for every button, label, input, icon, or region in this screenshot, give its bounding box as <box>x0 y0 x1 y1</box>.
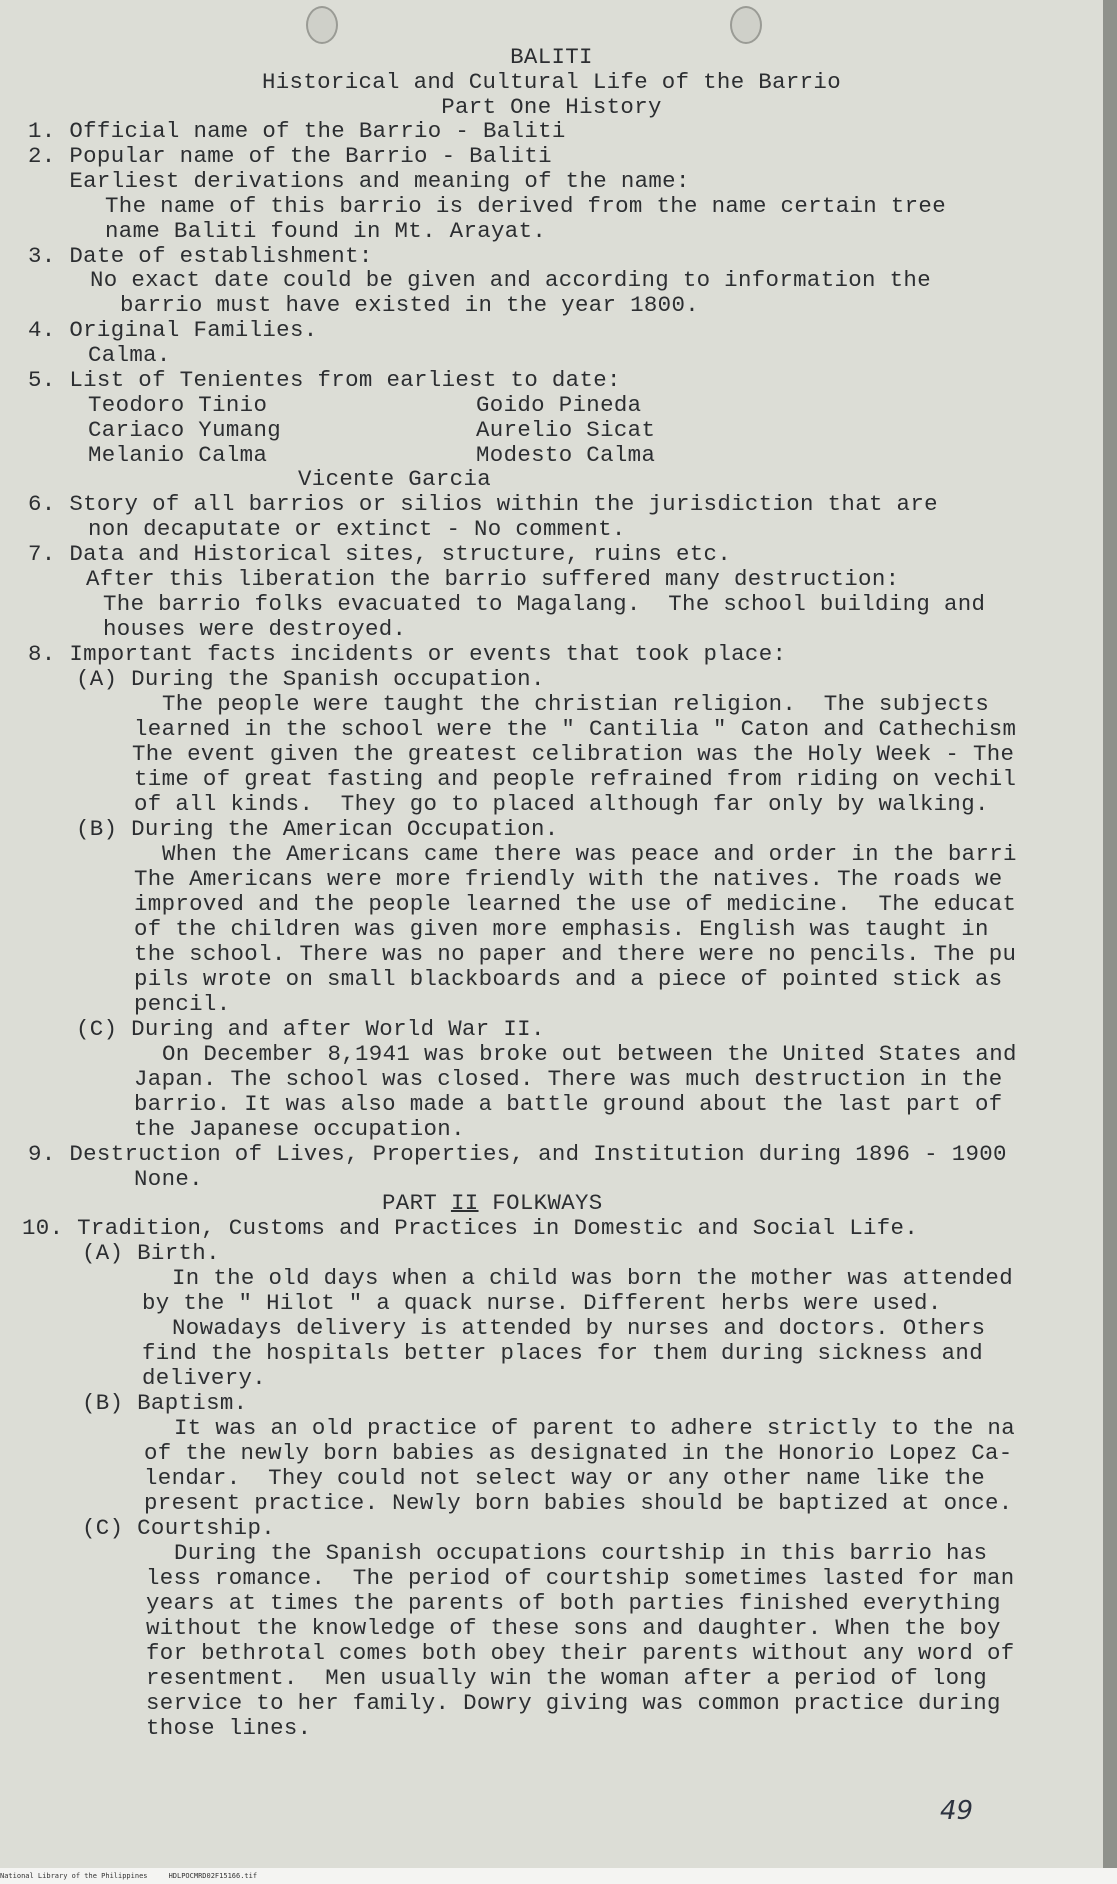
archive-footer: National Library of the Philippines HDLPOCMRD02F15166.tif <box>0 1868 1117 1884</box>
text-line: 7. Data and Historical sites, structure, ruins etc. <box>28 541 732 567</box>
text-line: The Americans were more friendly with the natives. The roads we <box>134 866 1003 892</box>
text-line: None. <box>134 1166 203 1192</box>
text-line: delivery. <box>142 1365 267 1391</box>
text-line: of the children was given more emphasis. English was taught in <box>134 916 989 942</box>
text-line: without the knowledge of these sons and daughter. When the boy <box>146 1615 1001 1641</box>
text-line: 8. Important facts incidents or events that took place: <box>28 641 787 667</box>
text-line: 6. Story of all barrios or silios within the jurisdiction that are <box>28 491 938 517</box>
text-line: Goido Pineda <box>476 392 642 418</box>
text-line: (C) During and after World War II. <box>76 1016 545 1042</box>
text-line: The name of this barrio is derived from the name certain tree <box>105 193 946 219</box>
text-line: Japan. The school was closed. There was much destruction in the <box>134 1066 1003 1092</box>
text-line: (B) During the American Occupation. <box>76 816 559 842</box>
text-line: (A) During the Spanish occupation. <box>76 666 545 692</box>
text-line: (A) Birth. <box>82 1240 220 1266</box>
text-line: 1. Official name of the Barrio - Baliti <box>28 118 566 144</box>
page-number: 49 <box>940 1796 974 1826</box>
text-line: 3. Date of establishment: <box>28 243 373 269</box>
text-line: present practice. Newly born babies should be baptized at once. <box>144 1490 1013 1516</box>
text-line: the Japanese occupation. <box>134 1116 465 1142</box>
text-line: Vicente Garcia <box>298 466 492 492</box>
text-line: barrio. It was also made a battle ground about the last part of <box>134 1091 1003 1117</box>
text-line: On December 8,1941 was broke out between the United States and <box>162 1041 1017 1067</box>
text-line: Calma. <box>88 342 171 368</box>
document-title: BALITI <box>510 44 593 70</box>
text-line: 4. Original Families. <box>28 317 318 343</box>
text-line: After this liberation the barrio suffered many destruction: <box>86 566 900 592</box>
text-line: 5. List of Tenientes from earliest to date: <box>28 367 621 393</box>
text-line: service to her family. Dowry giving was common practice during <box>146 1690 1001 1716</box>
text-line: of the newly born babies as designated in the Honorio Lopez Ca- <box>144 1440 1013 1466</box>
document-subtitle: Historical and Cultural Life of the Barrio <box>261 69 842 95</box>
text-line: non decaputate or extinct - No comment. <box>88 516 626 542</box>
part-one-heading: Part One History <box>441 94 662 120</box>
text-line: name Baliti found in Mt. Arayat. <box>105 218 547 244</box>
text-line: 9. Destruction of Lives, Properties, and Institution during 1896 - 1900 <box>28 1141 1007 1167</box>
text-line: It was an old practice of parent to adhere strictly to the na <box>174 1415 1015 1441</box>
text-line: the school. There was no paper and there were no pencils. The pu <box>134 941 1017 967</box>
text-line: find the hospitals better places for them during sickness and <box>142 1340 983 1366</box>
text-line: those lines. <box>146 1715 312 1741</box>
punch-hole <box>306 6 338 44</box>
text-line: Aurelio Sicat <box>476 417 656 443</box>
text-line: When the Americans came there was peace and order in the barri <box>162 841 1017 867</box>
text-line: The barrio folks evacuated to Magalang. The school building and <box>103 591 986 617</box>
text-line: improved and the people learned the use of medicine. The educat <box>134 891 1017 917</box>
part-two-heading: PART II FOLKWAYS <box>382 1190 603 1216</box>
text-line: years at times the parents of both parties finished everything <box>146 1590 1001 1616</box>
text-line: of all kinds. They go to placed although far only by walking. <box>134 791 989 817</box>
text-line: Melanio Calma <box>88 442 268 468</box>
text-line: learned in the school were the " Cantilia " Caton and Cathechism <box>134 716 1017 742</box>
text-line: lendar. They could not select way or any other name like the <box>144 1465 985 1491</box>
text-line: pils wrote on small blackboards and a piece of pointed stick as <box>134 966 1003 992</box>
text-line: 2. Popular name of the Barrio - Baliti <box>28 143 552 169</box>
text-line: by the " Hilot " a quack nurse. Different herbs were used. <box>142 1290 942 1316</box>
text-line: resentment. Men usually win the woman after a period of long <box>146 1665 987 1691</box>
punch-hole <box>730 6 762 44</box>
text-line: Cariaco Yumang <box>88 417 282 443</box>
text-line: Teodoro Tinio <box>88 392 268 418</box>
text-line: for bethrotal comes both obey their parents without any word of <box>146 1640 1015 1666</box>
text-line: (C) Courtship. <box>82 1515 276 1541</box>
binding-edge <box>1103 0 1117 1868</box>
text-line: Earliest derivations and meaning of the name: <box>28 168 690 194</box>
text-line: Modesto Calma <box>476 442 656 468</box>
text-line: Nowadays delivery is attended by nurses and doctors. Others <box>172 1315 986 1341</box>
text-line: barrio must have existed in the year 1800. <box>120 292 700 318</box>
text-line: less romance. The period of courtship sometimes lasted for man <box>146 1565 1015 1591</box>
text-line: The people were taught the christian religion. The subjects <box>162 691 990 717</box>
text-line: houses were destroyed. <box>103 616 407 642</box>
text-line: During the Spanish occupations courtship in this barrio has <box>174 1540 988 1566</box>
text-line: (B) Baptism. <box>82 1390 248 1416</box>
text-line: 10. Tradition, Customs and Practices in Domestic and Social Life. <box>22 1215 919 1241</box>
text-line: No exact date could be given and according to information the <box>90 267 931 293</box>
text-line: pencil. <box>134 991 231 1017</box>
text-line: The event given the greatest celibration was the Holy Week - The <box>132 741 1015 767</box>
text-line: time of great fasting and people refrained from riding on vechil <box>134 766 1017 792</box>
text-line: In the old days when a child was born the mother was attended <box>172 1265 1013 1291</box>
